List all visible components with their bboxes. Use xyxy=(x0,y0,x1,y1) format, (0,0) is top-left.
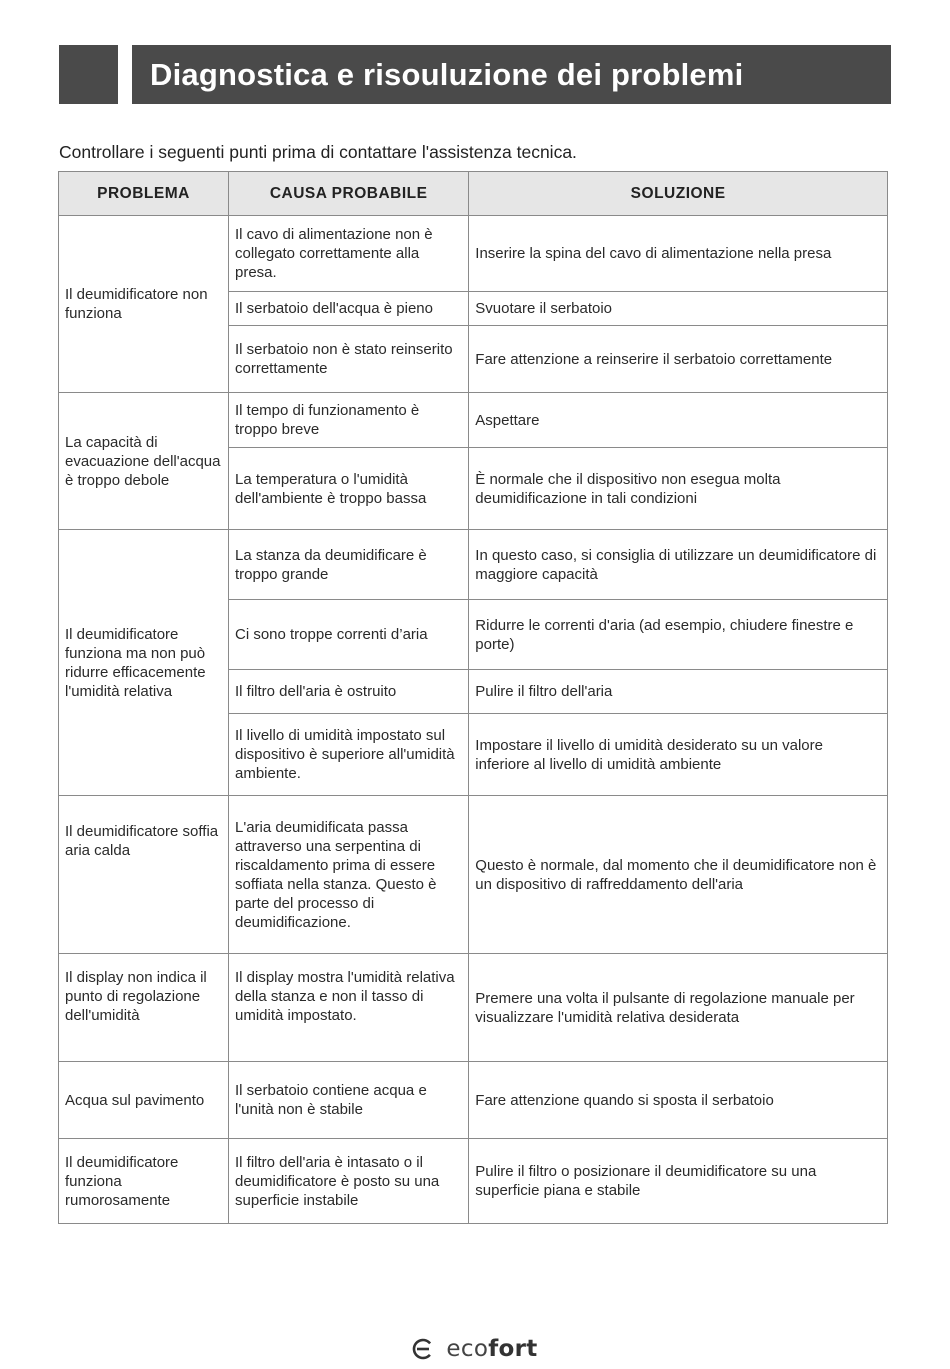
table-row xyxy=(59,393,888,448)
solution-cell: Fare attenzione a reinserire il serbatoio correttamente xyxy=(469,326,888,393)
cause-cell: Il tempo di funzionamento è troppo breve xyxy=(228,393,468,448)
cause-cell: L'aria deumidificata passa attraverso una serpentina di riscaldamento prima di essere soffiata nella stanza. Questo è parte del processo di deumidificazione. xyxy=(228,796,468,954)
page-title: Diagnostica e risouluzione dei problemi xyxy=(150,56,744,92)
solution-cell: In questo caso, si consiglia di utilizzare un deumidificatore di maggiore capacità xyxy=(469,530,888,600)
brand-prefix: eco xyxy=(446,1336,489,1362)
cause-cell: Il filtro dell'aria è ostruito xyxy=(228,670,468,714)
solution-cell: Aspettare xyxy=(469,393,888,448)
cause-cell: Il serbatoio dell'acqua è pieno xyxy=(228,292,468,326)
solution-cell: Inserire la spina del cavo di alimentazione nella presa xyxy=(469,216,888,292)
table-row xyxy=(59,1062,888,1139)
cause-cell: La stanza da deumidificare è troppo grande xyxy=(228,530,468,600)
header-problem: PROBLEMA xyxy=(59,172,229,216)
solution-cell: Impostare il livello di umidità desiderato su un valore inferiore al livello di umidità ambiente xyxy=(469,714,888,796)
table-header-row xyxy=(59,172,888,216)
table-row xyxy=(59,796,888,954)
solution-cell: Questo è normale, dal momento che il deumidificatore non è un dispositivo di raffreddamento dell'aria xyxy=(469,796,888,954)
cause-cell: Il serbatoio non è stato reinserito correttamente xyxy=(228,326,468,393)
problem-cell: Acqua sul pavimento xyxy=(59,1062,229,1139)
solution-cell: Ridurre le correnti d'aria (ad esempio, chiudere finestre e porte) xyxy=(469,600,888,670)
problem-cell: La capacità di evacuazione dell'acqua è troppo debole xyxy=(59,393,229,530)
problem-cell: Il deumidificatore soffia aria calda xyxy=(59,796,229,954)
problem-cell: Il display non indica il punto di regolazione dell'umidità xyxy=(59,954,229,1062)
solution-cell: Fare attenzione quando si sposta il serbatoio xyxy=(469,1062,888,1139)
header-cause: CAUSA PROBABILE xyxy=(228,172,468,216)
intro-text: Controllare i seguenti punti prima di contattare l'assistenza tecnica. xyxy=(59,142,577,162)
troubleshooting-table xyxy=(58,171,888,1224)
header-square xyxy=(59,45,118,104)
solution-cell: Pulire il filtro dell'aria xyxy=(469,670,888,714)
cause-cell: Il livello di umidità impostato sul dispositivo è superiore all'umidità ambiente. xyxy=(228,714,468,796)
cause-cell: Il cavo di alimentazione non è collegato correttamente alla presa. xyxy=(228,216,468,292)
cause-cell: Il filtro dell'aria è intasato o il deumidificatore è posto su una superficie instabile xyxy=(228,1139,468,1224)
table-row xyxy=(59,1139,888,1224)
table-row xyxy=(59,954,888,1062)
table-row xyxy=(59,530,888,600)
table-row xyxy=(59,216,888,292)
ecofort-logo-icon xyxy=(412,1338,434,1360)
problem-cell: Il deumidificatore funziona ma non può ridurre efficacemente l'umidità relativa xyxy=(59,530,229,796)
header-solution: SOLUZIONE xyxy=(469,172,888,216)
header-bar xyxy=(132,45,891,104)
solution-cell: Premere una volta il pulsante di regolazione manuale per visualizzare l'umidità relativa desiderata xyxy=(469,954,888,1062)
cause-cell: La temperatura o l'umidità dell'ambiente è troppo bassa xyxy=(228,448,468,530)
cause-cell: Il display mostra l'umidità relativa della stanza e non il tasso di umidità impostato. xyxy=(228,954,468,1062)
cause-cell: Il serbatoio contiene acqua e l'unità non è stabile xyxy=(228,1062,468,1139)
solution-cell: Pulire il filtro o posizionare il deumidificatore su una superficie piana e stabile xyxy=(469,1139,888,1224)
solution-cell: Svuotare il serbatoio xyxy=(469,292,888,326)
problem-cell: Il deumidificatore non funziona xyxy=(59,216,229,393)
brand-name xyxy=(446,1336,537,1362)
footer-logo xyxy=(0,1334,950,1364)
problem-cell: Il deumidificatore funziona rumorosamente xyxy=(59,1139,229,1224)
solution-cell: È normale che il dispositivo non esegua molta deumidificazione in tali condizioni xyxy=(469,448,888,530)
cause-cell: Ci sono troppe correnti d’aria xyxy=(228,600,468,670)
brand-suffix: fort xyxy=(488,1336,538,1362)
